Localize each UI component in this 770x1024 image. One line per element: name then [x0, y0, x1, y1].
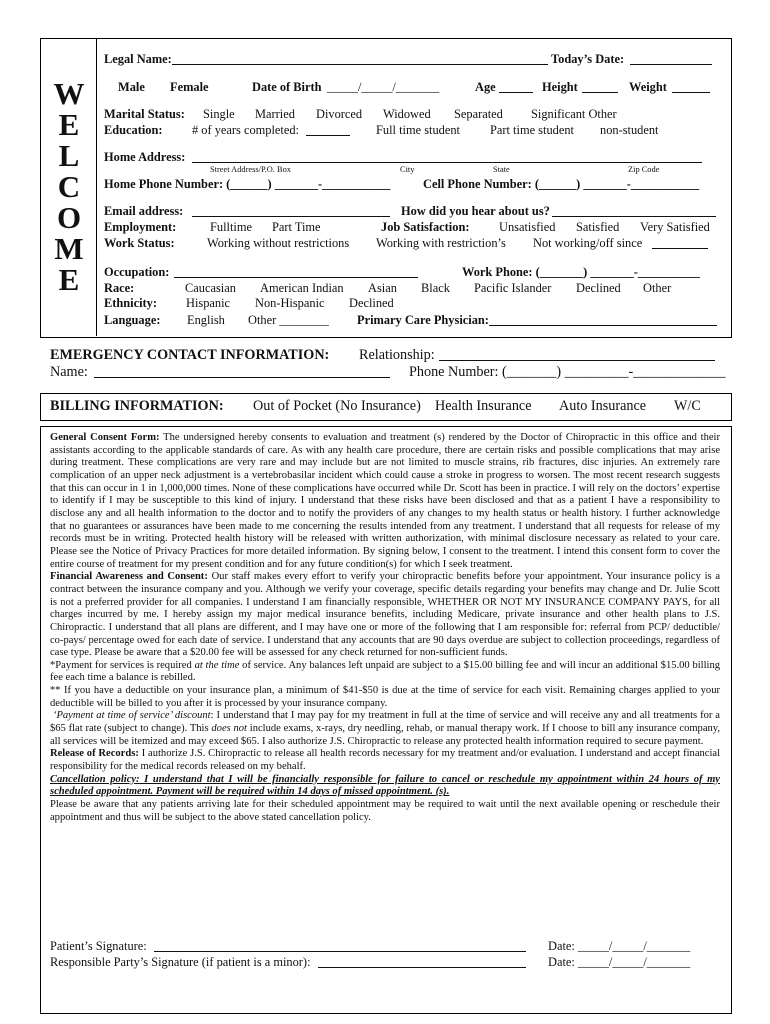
patient-date-field[interactable]: Date: _____/_____/_______: [548, 939, 691, 953]
responsible-date-field[interactable]: Date: _____/_____/_______: [548, 955, 691, 969]
language-option-english[interactable]: English: [187, 313, 225, 327]
work-status-label: Work Status:: [104, 236, 175, 250]
deductible-paragraph: ** If you have a deductible on your insurance plan, a minimum of $41-$50 is due at the time of service for each visit. Remaining charges applied to your deductible will be billed to you after it is processed by your insurance company.: [50, 685, 720, 709]
cancellation-policy: Cancellation policy: I understand that I will be financially responsible for failure to cancel or reschedule my appointment within 24 hours of my scheduled appointment. Payment will be required within 14 days of missed appointment. (s).: [50, 773, 720, 798]
financial-consent-paragraph: [50, 571, 720, 660]
education-label: Education:: [104, 123, 163, 137]
age-field[interactable]: [499, 82, 533, 93]
language-option-other[interactable]: Other ________: [248, 313, 329, 327]
marital-option-divorced[interactable]: Divorced: [316, 107, 363, 121]
emergency-name-field[interactable]: [94, 367, 390, 378]
race-option-black[interactable]: Black: [421, 281, 450, 295]
weight-label: Weight: [629, 80, 667, 94]
responsible-signature-field[interactable]: [318, 957, 526, 968]
legal-name-field[interactable]: [172, 54, 548, 65]
billing-option-health-insurance[interactable]: Health Insurance: [435, 398, 532, 414]
race-option-declined[interactable]: Declined: [576, 281, 621, 295]
address-hint-street: Street Address/P.O. Box: [210, 165, 291, 174]
occupation-label: Occupation:: [104, 265, 170, 279]
discount-emphasis: does not: [211, 723, 247, 735]
welcome-banner: [42, 78, 96, 374]
email-label: Email address:: [104, 204, 184, 218]
discount-heading: ‘Payment at time of service’ discount: [52, 710, 211, 722]
emergency-contact-title: EMERGENCY CONTACT INFORMATION:: [50, 347, 330, 363]
employment-label: Employment:: [104, 220, 177, 234]
welcome-letter: E: [58, 107, 80, 142]
employment-option-parttime[interactable]: Part Time: [272, 220, 321, 234]
how-heard-field[interactable]: [552, 206, 716, 217]
welcome-letter: O: [56, 200, 82, 235]
cell-phone-field[interactable]: Cell Phone Number: (______) _______-___________: [423, 177, 700, 191]
general-consent-text: The undersigned hereby consents to evaluation and treatment (s) rendered by the Doctor of Chiropractic in this office and their assistants according to the applicable standards of care. As with any health care procedure, there are certain risks and possible complications that may arise during treatment. These complications are very rare and may include but are not limited to muscle strains, rib fractures, disc injuries. An extremely rare complication of an upper neck adjustment is a vertebrobasilar incident which could cause a stroke in progress to worsen. The most recent research suggests that this can occur in 1 in 1,000,000 times. None of these complications have occurred while Dr. Scott has been in practice. I will rely on the doctors’ expertise to identify if I may be susceptible to this kind of injury. I understand that these risks have been disclosed and that as a patient I have a responsibility to disclose any and all health information to the doctor and to notify the providers of any changes to my health status or health history. I further acknowledge that no guarantees or assurances have been made to me concerning the results intended from any treatment. I understand that all requests for release of my records must be in writing. Protected health history will be released with written authorization, with minimal disclosure necessary as related to your care. Please see the Notice of Privacy Practices for more detailed information. By signing below, I consent to the treatment. I intend this consent form to cover the entire course of treatment for my present condition and for any future condition(s) for which I seek treatment.: [50, 432, 720, 570]
todays-date-label: Today’s Date:: [551, 52, 625, 66]
off-since-field[interactable]: [652, 238, 708, 249]
race-option-asian[interactable]: Asian: [368, 281, 397, 295]
emergency-name-label: Name:: [50, 364, 88, 380]
welcome-letter: E: [58, 262, 80, 297]
payment-paragraph: [50, 660, 720, 685]
marital-option-widowed[interactable]: Widowed: [383, 107, 431, 121]
payment-emphasis: at the time: [194, 659, 240, 671]
pcp-field[interactable]: [489, 315, 717, 326]
work-phone-field[interactable]: Work Phone: (_______) _______-__________: [462, 265, 700, 279]
relationship-field[interactable]: [439, 350, 715, 361]
job-sat-option-unsatisfied[interactable]: Unsatisfied: [499, 220, 556, 234]
female-option[interactable]: Female: [170, 80, 209, 94]
billing-option-wc[interactable]: W/C: [674, 398, 701, 414]
height-label: Height: [542, 80, 578, 94]
male-option[interactable]: Male: [118, 80, 145, 94]
dob-label: Date of Birth: [252, 80, 322, 94]
billing-option-auto-insurance[interactable]: Auto Insurance: [559, 398, 647, 414]
race-option-american-indian[interactable]: American Indian: [260, 281, 344, 295]
race-option-caucasian[interactable]: Caucasian: [185, 281, 236, 295]
employment-option-fulltime[interactable]: Fulltime: [210, 220, 252, 234]
email-field[interactable]: [192, 206, 390, 217]
records-heading: Release of Records:: [50, 748, 139, 760]
dob-field[interactable]: _____/_____/_______: [327, 80, 440, 94]
ethnicity-option-non-hispanic[interactable]: Non-Hispanic: [255, 296, 325, 310]
work-status-option-restrictions[interactable]: Working with restriction’s: [376, 236, 506, 250]
age-label: Age: [475, 80, 496, 94]
marital-status-label: Marital Status:: [104, 107, 185, 121]
marital-option-single[interactable]: Single: [203, 107, 235, 121]
address-hint-state: State: [493, 165, 510, 174]
height-field[interactable]: [582, 82, 618, 93]
patient-signature-label: Patient’s Signature:: [50, 939, 147, 953]
late-arrival-paragraph: Please be aware that any patients arriving late for their scheduled appointment may be required to wait until the next available opening or reschedule their appointment and thus will be subject to the above stated cancellation policy.: [50, 799, 720, 823]
responsible-signature-label: Responsible Party’s Signature (if patient is a minor):: [50, 955, 311, 969]
discount-text-start: : I understand that I may pay for my treatment in full at the time of service and will receive any and all treatments for a $65 flat rate (subject to change). This: [50, 710, 720, 735]
welcome-letter: W: [53, 76, 85, 111]
education-option-fulltime[interactable]: Full time student: [376, 123, 460, 137]
ethnicity-option-declined[interactable]: Declined: [349, 296, 394, 310]
general-consent-heading: General Consent Form:: [50, 432, 160, 443]
billing-option-out-of-pocket[interactable]: Out of Pocket (No Insurance): [253, 398, 421, 414]
race-option-pacific-islander[interactable]: Pacific Islander: [474, 281, 552, 295]
address-hint-zip: Zip Code: [628, 165, 660, 174]
pcp-label: Primary Care Physician:: [357, 313, 489, 327]
job-sat-option-very-satisfied[interactable]: Very Satisfied: [640, 220, 710, 234]
welcome-letter: M: [54, 231, 84, 266]
work-status-option-not-working[interactable]: Not working/off since: [533, 236, 643, 250]
job-satisfaction-label: Job Satisfaction:: [381, 220, 470, 234]
years-completed-field[interactable]: [306, 125, 350, 136]
payment-text-start: *Payment for services is required: [50, 659, 192, 671]
welcome-divider: [96, 38, 97, 336]
marital-option-separated[interactable]: Separated: [454, 107, 503, 121]
home-phone-field[interactable]: Home Phone Number: (______) _______-___________: [104, 177, 391, 191]
work-status-option-no-restrictions[interactable]: Working without restrictions: [207, 236, 350, 250]
general-consent-paragraph: [50, 432, 720, 571]
ethnicity-option-hispanic[interactable]: Hispanic: [186, 296, 231, 310]
emergency-phone-field[interactable]: Phone Number: (_______) _________-_____________: [409, 364, 726, 380]
financial-consent-heading: Financial Awareness and Consent:: [50, 571, 208, 583]
relationship-label: Relationship:: [359, 347, 435, 363]
how-heard-label: How did you hear about us?: [401, 204, 550, 218]
consent-body: [50, 432, 720, 824]
records-text: I authorize J.S. Chiropractic to release all health records necessary for my treatment and/or evaluation. I understand and accept financial responsibility for the medical records released on my behalf.: [50, 748, 720, 773]
marital-option-significant-other[interactable]: Significant Other: [531, 107, 617, 121]
billing-title: BILLING INFORMATION:: [50, 398, 224, 414]
home-address-field[interactable]: [192, 152, 702, 163]
marital-option-married[interactable]: Married: [255, 107, 295, 121]
weight-field[interactable]: [672, 82, 710, 93]
todays-date-field[interactable]: [630, 54, 712, 65]
discount-text-end: include exams, x-rays, dry needling, rehab, or manual therapy work. If I choose to bill any insurance company, all services will be itemized and may exceed $65. I also authorize J.S. Chiropractic to release any protected health information required to secure payment.: [50, 723, 721, 747]
language-label: Language:: [104, 313, 161, 327]
race-label: Race:: [104, 281, 135, 295]
race-option-other[interactable]: Other: [643, 281, 672, 295]
patient-signature-field[interactable]: [154, 941, 526, 952]
home-address-label: Home Address:: [104, 150, 186, 164]
financial-consent-text: Our staff makes every effort to verify your chiropractic benefits before your appointment. Your insurance policy is a contract between the insurance company and you. Although we verify your coverage, specific details regarding your benefits may change and Dr. Julie Scott is not a preferred provider for all companies. I understand I am financially responsible, WHETHER OR NOT MY INSURANCE COMPANY PAYS, for all charges incurred by me. I hereby assign my major medical insurance benefits, including Medicare, private insurance and other health plans to J.S. Chiropractic. I understand that all plans are different, and I may have one or more of the following that I am responsible for: referral from PCP/ deductible/ co-pays/ percentage owed for each date of service. I understand that any accounts that are 90 days overdue are subject to collection proceedings, regardless of case type. Please be aware that a $20.00 fee will be assessed for any check returned for non-sufficient funds.: [50, 571, 721, 659]
education-option-parttime[interactable]: Part time student: [490, 123, 574, 137]
welcome-letter: L: [58, 138, 80, 173]
ethnicity-label: Ethnicity:: [104, 296, 158, 310]
education-option-nonstudent[interactable]: non-student: [600, 123, 659, 137]
payment-text-end: of service. Any balances left unpaid are subject to a $15.00 billing fee and will incur an additional $15.00 billing fee each time a balance is rebilled.: [50, 659, 721, 684]
occupation-field[interactable]: [174, 267, 418, 278]
welcome-letter: C: [57, 169, 81, 204]
legal-name-label: Legal Name:: [104, 52, 172, 66]
years-completed-label: # of years completed:: [192, 123, 300, 137]
address-hint-city: City: [400, 165, 415, 174]
job-sat-option-satisfied[interactable]: Satisfied: [576, 220, 620, 234]
records-paragraph: [50, 748, 720, 773]
discount-paragraph: [50, 710, 720, 748]
